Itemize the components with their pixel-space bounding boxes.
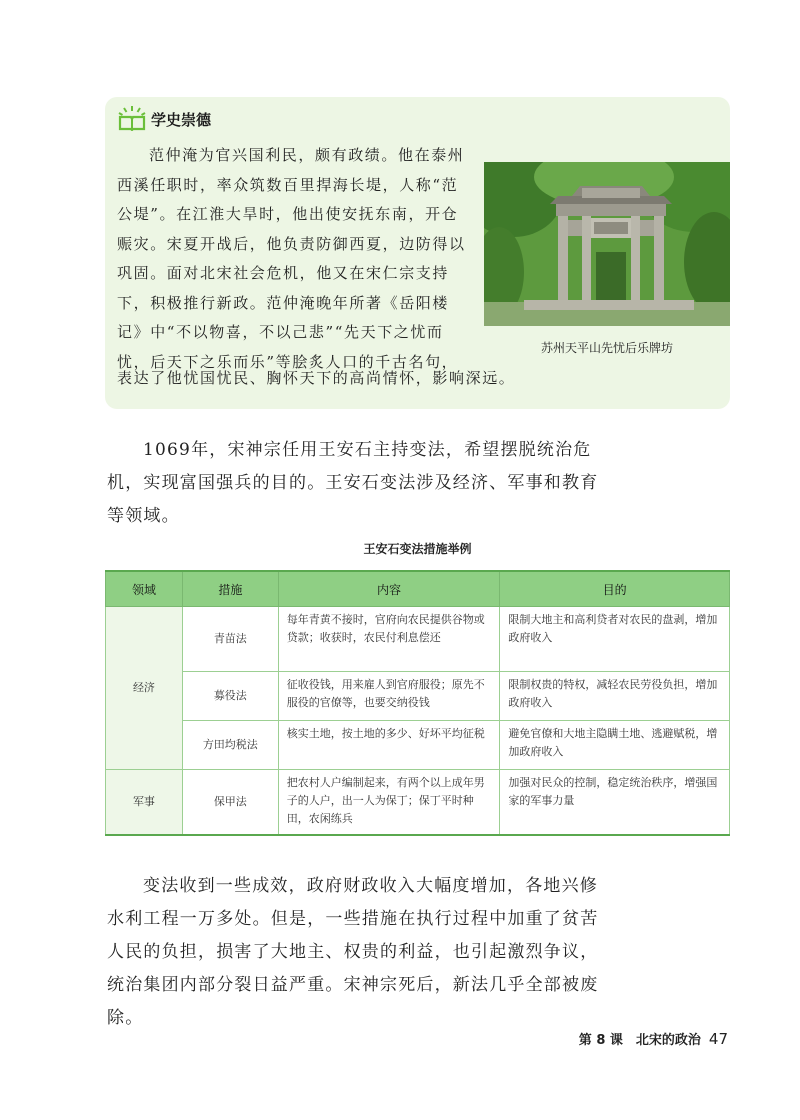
content-cell: 征收役钱，用来雇人到官府服役；原先不服役的官僚等，也要交纳役钱 <box>278 672 500 721</box>
body-paragraph-2: 变法收到一些成效，政府财政收入大幅度增加，各地兴修水利工程一万多处。但是，一些措施在执行过程中加重了贫苦人民的负担，损害了大地主、权贵的利益，也引起激烈争议，统治集团内部分裂日益严重。宋神宗死后，新法几乎全部被废除。 <box>107 876 599 1028</box>
purpose-cell: 加强对民众的控制，稳定统治秩序，增强国家的军事力量 <box>500 770 730 836</box>
measure-cell: 青苗法 <box>182 607 278 672</box>
reform-measures-table <box>105 570 730 836</box>
sidebar-line: 忧，后天下之乐而乐”等脍炙人口的千古名句， <box>117 352 459 371</box>
sidebar-title: 学史崇德 <box>151 111 212 129</box>
table-row <box>106 721 730 770</box>
content-cell: 核实土地，按土地的多少、好坏平均征税 <box>278 721 500 770</box>
purpose-cell: 避免官僚和大地主隐瞒土地、逃避赋税，增加政府收入 <box>500 721 730 770</box>
sidebar-line: 记》中“不以物喜，不以己悲”“先天下之忧而 <box>117 323 444 341</box>
content-cell: 把农村人户编制起来，有两个以上成年男子的人户，出一人为保丁；保丁平时种田，农闲练兵 <box>278 770 500 836</box>
measure-cell: 方田均税法 <box>182 721 278 770</box>
sidebar-line: 巩固。面对北宋社会危机，他又在宋仁宗支持 <box>117 264 450 282</box>
table-header-row <box>106 571 730 607</box>
table-row <box>106 607 730 672</box>
domain-cell: 军事 <box>106 770 183 836</box>
header-domain: 领域 <box>106 571 183 607</box>
page-number: 47 <box>708 1030 728 1048</box>
table-row <box>106 672 730 721</box>
chapter-label: 第 8 课 北宋的政治 <box>578 1033 701 1048</box>
sidebar-paragraph <box>117 141 485 377</box>
open-book-icon <box>117 105 147 131</box>
sidebar-line: 范仲淹为官兴国利民，颇有政绩。他在泰州 <box>149 146 465 164</box>
header-purpose: 目的 <box>500 571 730 607</box>
sidebar-line: 西溪任职时，率众筑数百里捍海长堤，人称“范 <box>117 175 459 194</box>
sidebar-line: 赈灾。宋夏开战后，他负责防御西夏，边防得以 <box>117 234 466 253</box>
table-row <box>106 770 730 836</box>
body-paragraph-1: 1069年，宋神宗任用王安石主持变法，希望摆脱统治危机，实现富国强兵的目的。王安石变法涉及经济、军事和教育等领域。 <box>107 440 599 526</box>
header-content: 内容 <box>278 571 500 607</box>
purpose-cell: 限制大地主和高利贷者对农民的盘剥，增加政府收入 <box>500 607 730 672</box>
table-title: 王安石变法措施举例 <box>363 542 472 556</box>
content-cell: 每年青黄不接时，官府向农民提供谷物或贷款；收获时，农民付利息偿还 <box>278 607 500 672</box>
header-measure: 措施 <box>182 571 278 607</box>
sidebar-paragraph-tail: 表达了他忧国忧民、胸怀天下的高尚情怀，影响深远。 <box>117 369 516 387</box>
measure-cell: 保甲法 <box>182 770 278 836</box>
sidebar-line: 下，积极推行新政。范仲淹晚年所著《岳阳楼 <box>117 293 450 312</box>
domain-cell: 经济 <box>106 607 183 770</box>
page-footer <box>579 1029 728 1048</box>
sidebar-line: 公堤”。在江淮大旱时，他出使安抚东南，开仓 <box>117 205 459 223</box>
measure-cell: 募役法 <box>182 672 278 721</box>
memorial-archway-photo <box>484 162 730 326</box>
photo-caption: 苏州天平山先忧后乐牌坊 <box>540 341 673 355</box>
study-history-sidebar <box>105 97 730 409</box>
purpose-cell: 限制权贵的特权，减轻农民劳役负担，增加政府收入 <box>500 672 730 721</box>
